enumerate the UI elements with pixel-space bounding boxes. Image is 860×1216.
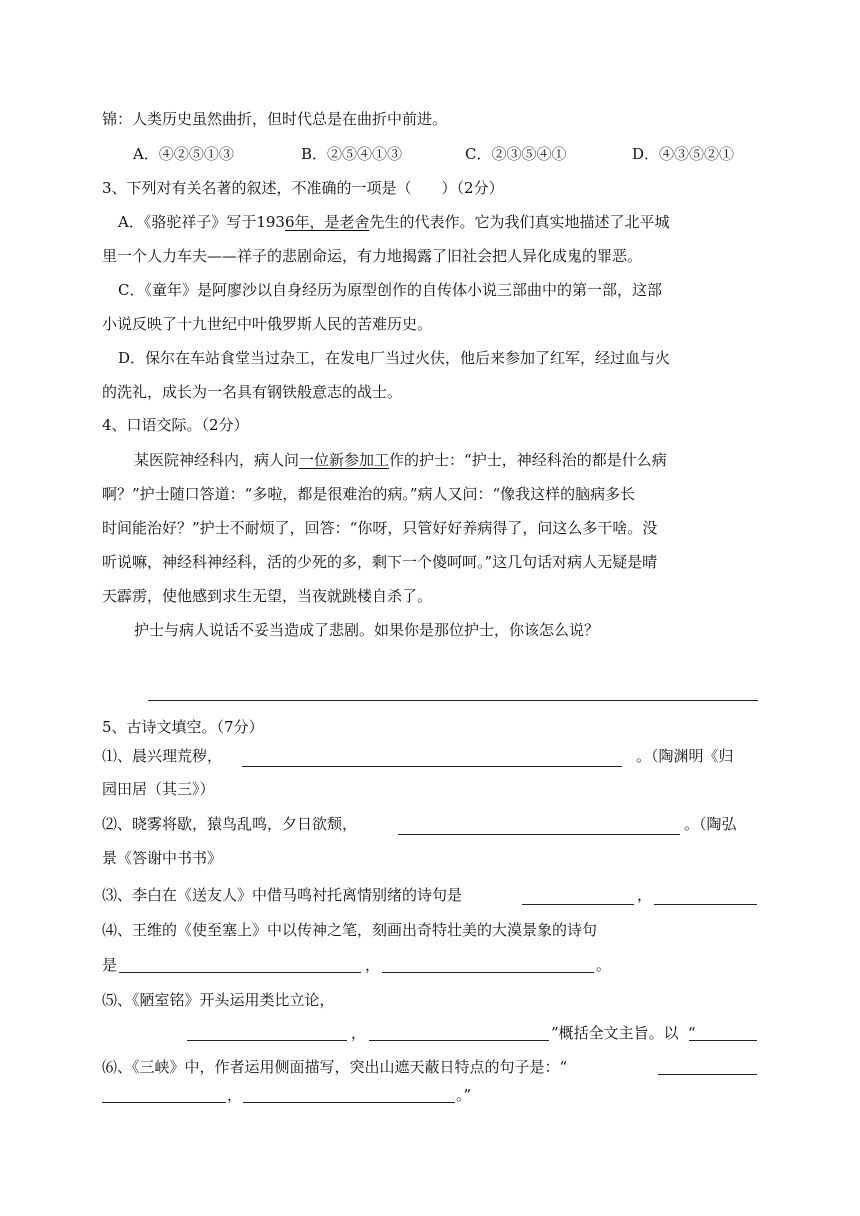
- q5-item4-blank1[interactable]: [119, 972, 361, 973]
- q5-item2-blank[interactable]: [398, 834, 680, 835]
- q5-item4-prefix: 是: [102, 956, 118, 974]
- q4-stem: 4、口语交际。（2分）: [102, 416, 249, 434]
- q5-item4-blank2[interactable]: [382, 972, 594, 973]
- q5-item3-comma: ，: [637, 886, 653, 904]
- q4-passage-line5: 天霹雳，使他感到求生无望，当夜就跳楼自杀了。: [102, 587, 433, 605]
- q3-option-d-line2: 的洗礼，成长为一名具有钢铁般意志的战士。: [102, 383, 403, 401]
- q4-passage-line1: [134, 450, 667, 470]
- q5-item6-prefix: ⑹、《三峡》中，作者运用侧面描写，突出山遮天蔽日特点的句子是：“: [102, 1058, 568, 1076]
- q5-item5-quote: “: [688, 1024, 696, 1042]
- q5-item4-end: 。: [596, 956, 612, 974]
- q5-item5-tail: ”概括全文主旨。以: [551, 1024, 679, 1042]
- q2-option-c: C．②③⑤④①: [465, 145, 567, 163]
- q4-p1-underlined: 一位新参加工: [299, 451, 390, 469]
- q4-answer-line[interactable]: [148, 700, 758, 701]
- q5-item6-comma: ，: [227, 1086, 243, 1104]
- q2-option-a: A．④②⑤①③: [133, 145, 234, 163]
- q5-item2-prefix: ⑵、晓雾将歇，猿鸟乱鸣，夕日欲颓，: [102, 815, 358, 833]
- q5-item6-blank1[interactable]: [658, 1074, 757, 1075]
- q2-continuation-text: 锦：人类历史虽然曲折，但时代总是在曲折中前进。: [102, 110, 448, 128]
- q3-option-d-line1: D．保尔在车站食堂当过杂工，在发电厂当过火伕，他后来参加了红军，经过血与火: [118, 349, 671, 367]
- q5-item1-source: 。（陶渊明《归: [636, 747, 734, 765]
- q5-item4-comma: ，: [365, 956, 381, 974]
- q3-stem: 3、下列对有关名著的叙述，不准确的一项是（ ）（2分）: [102, 179, 504, 197]
- q4-passage-line3: 时间能治好？”护士不耐烦了，回答：“你呀，只管好好养病得了，问这么多干啥。没: [102, 519, 658, 537]
- q3-option-c-line2: 小说反映了十九世纪中叶俄罗斯人民的苦难历史。: [102, 315, 433, 333]
- q3-a-text-1: A．《骆驼祥子》写于193: [118, 213, 285, 231]
- q4-question: 护士与病人说话不妥当造成了悲剧。如果你是那位护士，你该怎么说？: [134, 621, 600, 639]
- q4-passage-line4: 听说嘛，神经科神经科，活的少死的多，剩下一个傻呵呵。”这几句话对病人无疑是晴: [102, 553, 658, 571]
- q5-item1-prefix: ⑴、晨兴理荒秽，: [102, 747, 223, 765]
- q3-option-a-line1: [118, 212, 670, 232]
- q5-item3-blank2[interactable]: [654, 904, 757, 905]
- q5-item6-blank3[interactable]: [243, 1102, 455, 1103]
- q4-p1-text-1: 某医院神经科内，病人问: [134, 451, 300, 469]
- q5-item5-comma: ，: [351, 1024, 367, 1042]
- q3-option-a-line2: 里一个人力车夫——祥子的悲剧命运，有力地揭露了旧社会把人异化成鬼的罪恶。: [102, 247, 643, 265]
- q2-option-d: D．④③⑤②①: [632, 145, 735, 163]
- q3-a-text-2: 先生的代表作。它为我们真实地描述了北平城: [369, 213, 670, 231]
- q5-item2-source: 。（陶弘: [684, 815, 737, 833]
- q5-item1-blank[interactable]: [242, 766, 622, 767]
- q5-item5-line: ⑸、《陋室铭》开头运用类比立论，: [102, 991, 335, 1009]
- q5-item5-blank2[interactable]: [369, 1040, 549, 1041]
- q5-item3-blank1[interactable]: [522, 904, 634, 905]
- q5-item4-line: ⑷、王维的《使至塞上》中以传神之笔，刻画出奇特壮美的大漠景象的诗句: [102, 921, 598, 939]
- q5-item5-blank1[interactable]: [187, 1040, 347, 1041]
- q4-p1-text-2: 作的护士：“护士，神经科治的都是什么病: [389, 451, 667, 469]
- q5-stem: 5、古诗文填空。（7分）: [102, 718, 264, 736]
- q5-item6-end: 。”: [456, 1086, 472, 1104]
- q2-option-b: B．②⑤④①③: [301, 145, 403, 163]
- q5-item1-source-cont: 园田居（其三》）: [102, 780, 215, 798]
- q5-item6-blank2[interactable]: [102, 1102, 226, 1103]
- q4-passage-line2: 啊？”护士随口答道：“多啦，都是很难治的病。”病人又问：“像我这样的脑病多长: [102, 485, 636, 503]
- q5-item2-source-cont: 景《答谢中书书》: [102, 849, 223, 867]
- q5-item3-prefix: ⑶、李白在《送友人》中借马鸣衬托离情别绪的诗句是: [102, 886, 463, 904]
- q5-item5-blank3[interactable]: [689, 1040, 757, 1041]
- q3-a-underlined: 6年，是老舍: [284, 213, 370, 231]
- q3-option-c-line1: C．《童年》是阿廖沙以自身经历为原型创作的自传体小说三部曲中的第一部，这部: [118, 281, 662, 299]
